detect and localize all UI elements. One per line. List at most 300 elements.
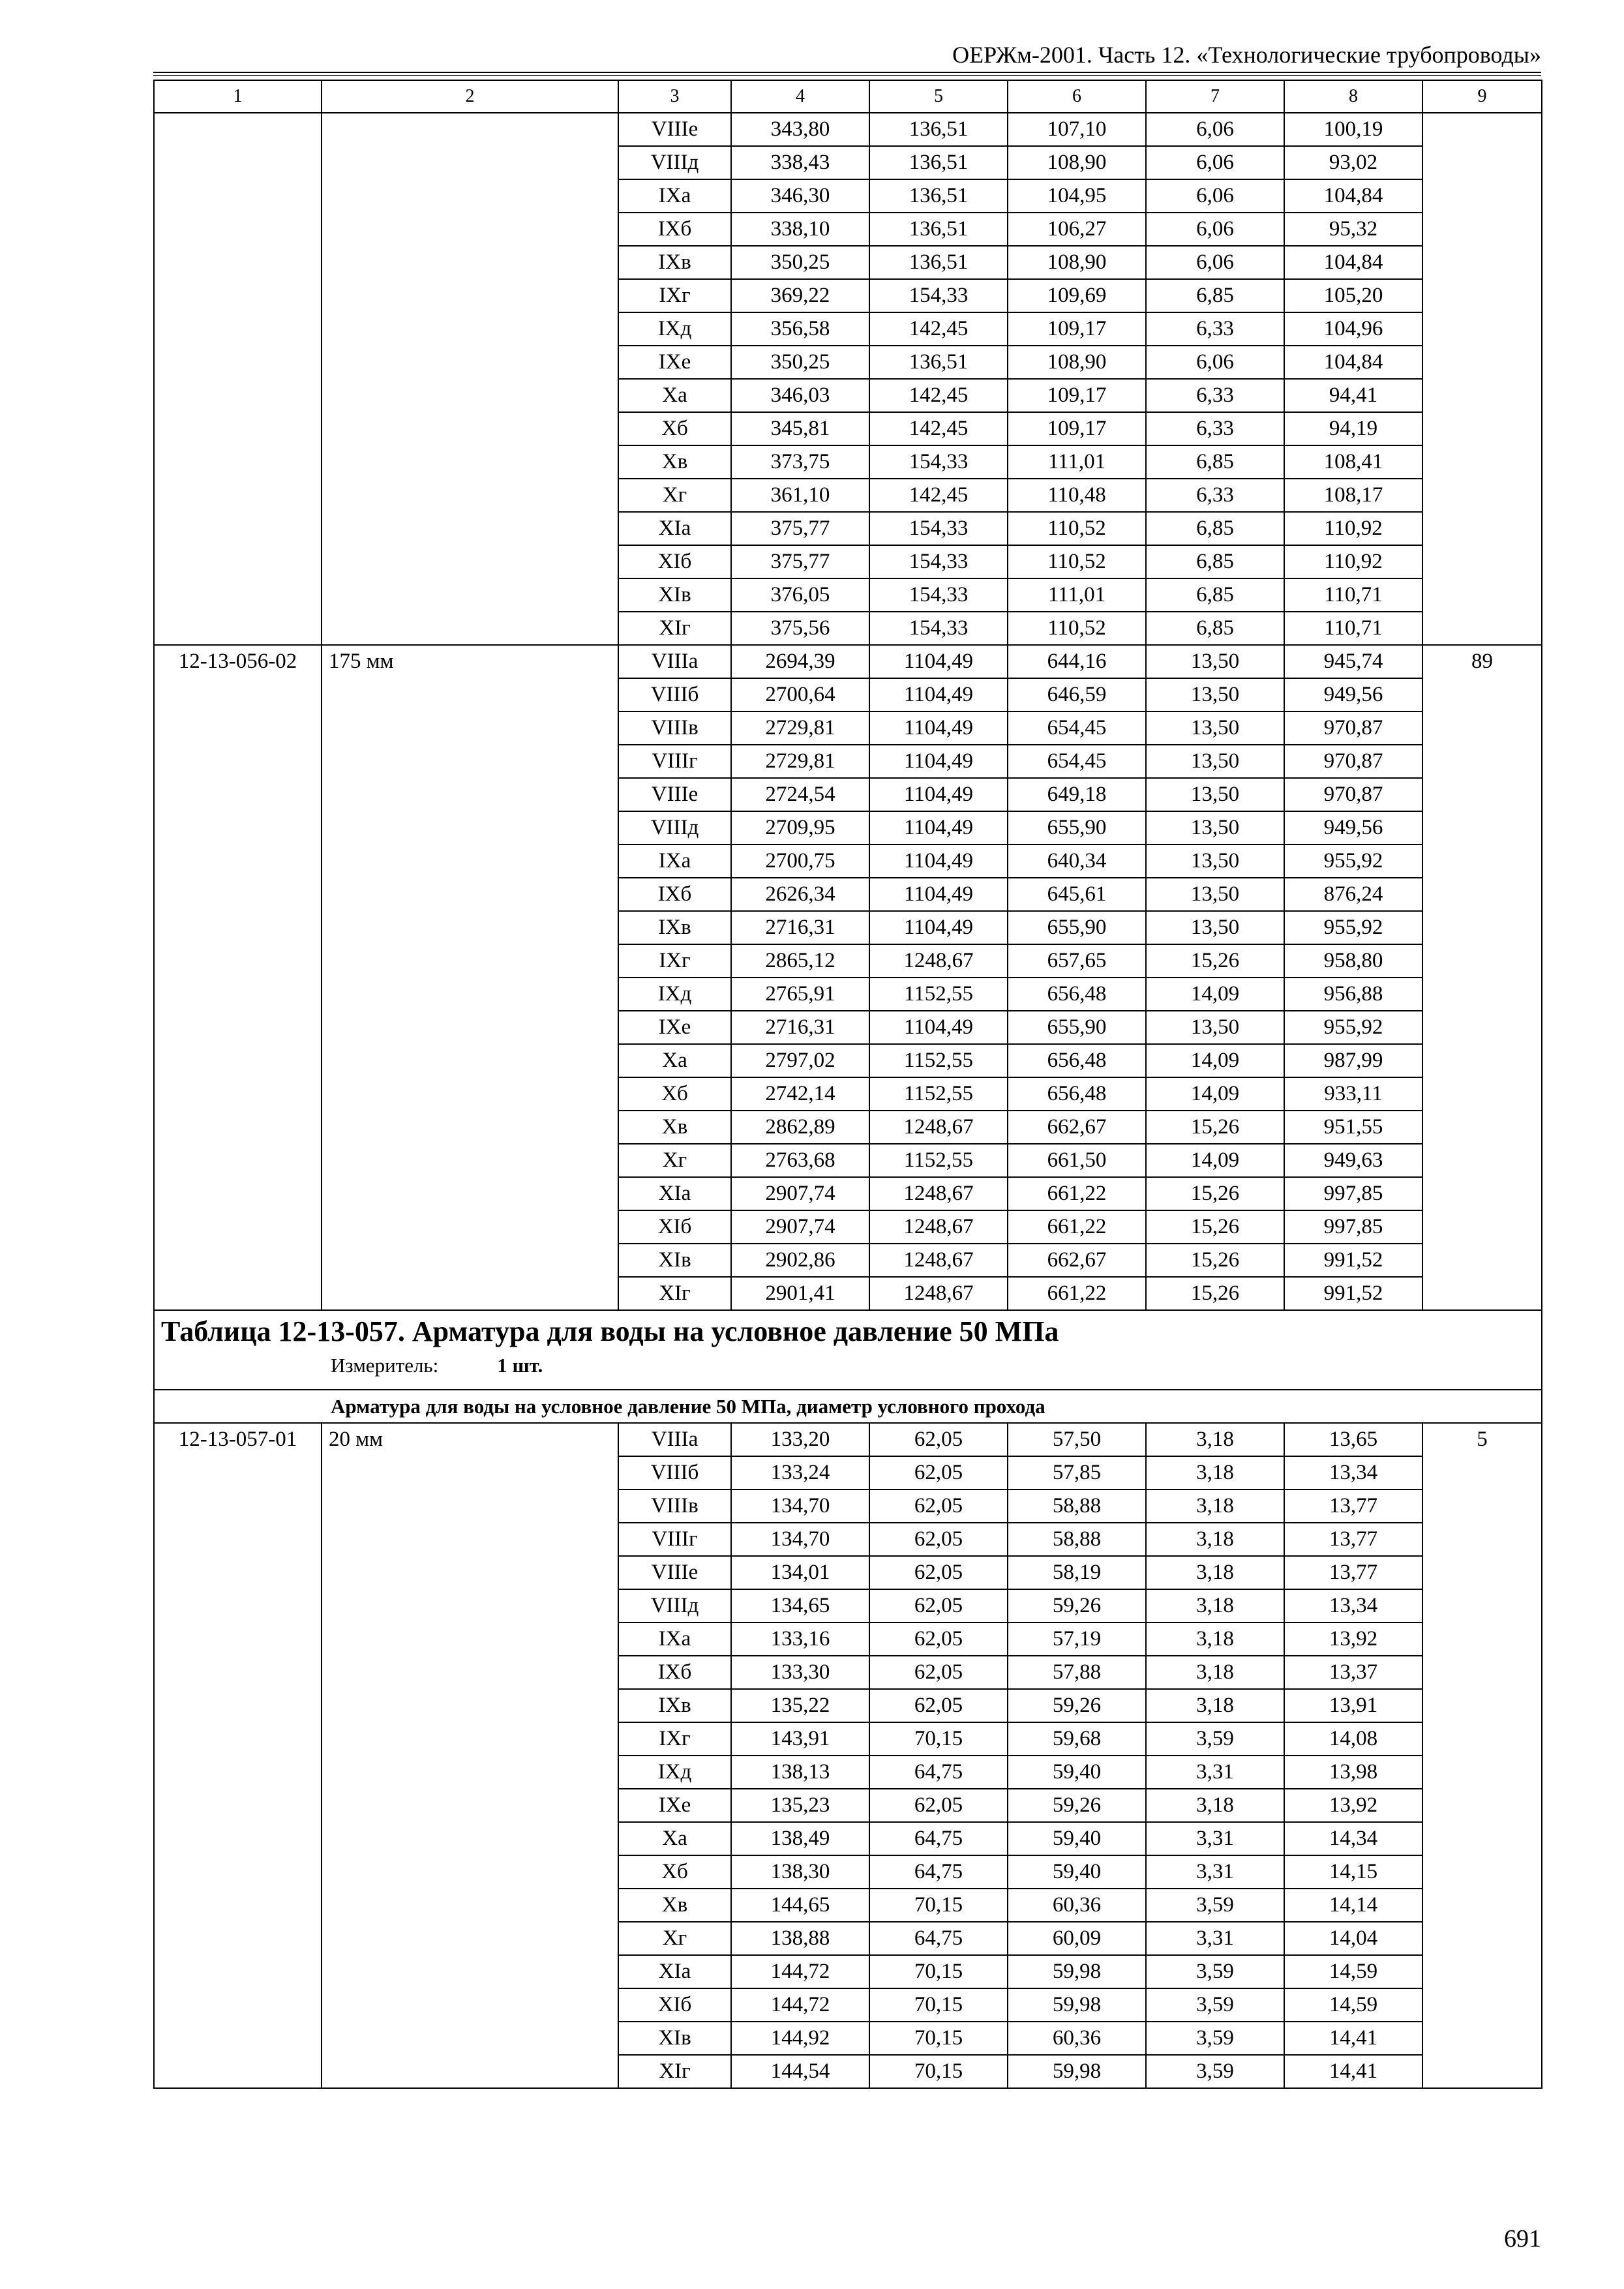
value-cell: 6,06 [1146, 246, 1284, 279]
running-header: ОЕРЖм-2001. Часть 12. «Технологические трубопроводы» [952, 42, 1541, 68]
value-cell: 15,26 [1146, 1277, 1284, 1310]
zone-cell: IXa [618, 1623, 731, 1656]
zone-cell: IXб [618, 213, 731, 246]
value-cell: 144,72 [731, 1988, 869, 2022]
value-cell: 646,59 [1008, 678, 1146, 711]
value-cell: 144,92 [731, 2022, 869, 2055]
value-cell: 62,05 [869, 1423, 1008, 1456]
value-cell: 13,50 [1146, 1011, 1284, 1044]
zone-cell: IXд [618, 978, 731, 1011]
value-cell: 59,26 [1008, 1789, 1146, 1822]
value-cell: 6,06 [1146, 346, 1284, 379]
value-cell: 369,22 [731, 279, 869, 312]
value-cell: 14,34 [1284, 1822, 1422, 1855]
value-cell: 108,90 [1008, 246, 1146, 279]
value-cell: 14,15 [1284, 1855, 1422, 1889]
value-cell: 655,90 [1008, 911, 1146, 944]
column-number: 6 [1008, 80, 1146, 113]
value-cell: 57,19 [1008, 1623, 1146, 1656]
value-cell: 62,05 [869, 1523, 1008, 1556]
value-cell: 13,50 [1146, 678, 1284, 711]
value-cell: 59,98 [1008, 2055, 1146, 2088]
value-cell: 2797,02 [731, 1044, 869, 1077]
column-number: 7 [1146, 80, 1284, 113]
value-cell: 13,34 [1284, 1589, 1422, 1623]
zone-cell: IXг [618, 279, 731, 312]
value-cell: 108,90 [1008, 146, 1146, 179]
value-cell: 111,01 [1008, 445, 1146, 479]
value-cell: 949,63 [1284, 1144, 1422, 1177]
value-cell: 144,65 [731, 1889, 869, 1922]
zone-cell: XIв [618, 578, 731, 612]
value-cell: 70,15 [869, 1722, 1008, 1756]
value-cell: 645,61 [1008, 878, 1146, 911]
value-cell: 1152,55 [869, 978, 1008, 1011]
value-cell: 14,14 [1284, 1889, 1422, 1922]
value-cell: 142,45 [869, 479, 1008, 512]
value-cell: 14,08 [1284, 1722, 1422, 1756]
value-cell: 60,36 [1008, 2022, 1146, 2055]
value-cell: 2709,95 [731, 811, 869, 845]
zone-cell: VIIIe [618, 113, 731, 146]
table-title-cell [154, 1310, 1542, 1390]
column-number: 8 [1284, 80, 1422, 113]
zone-cell: VIIIг [618, 1523, 731, 1556]
zone-cell: IXa [618, 179, 731, 213]
value-cell: 154,33 [869, 578, 1008, 612]
value-cell: 987,99 [1284, 1044, 1422, 1077]
value-cell: 13,50 [1146, 911, 1284, 944]
rate-code: 12-13-057-01 [154, 1423, 322, 2088]
value-cell: 3,18 [1146, 1623, 1284, 1656]
value-cell: 2716,31 [731, 1011, 869, 1044]
value-cell: 106,27 [1008, 213, 1146, 246]
value-cell: 138,13 [731, 1756, 869, 1789]
value-cell: 135,22 [731, 1689, 869, 1722]
value-cell: 1104,49 [869, 911, 1008, 944]
value-cell: 59,68 [1008, 1722, 1146, 1756]
zone-cell: XIв [618, 1244, 731, 1277]
value-cell: 2729,81 [731, 745, 869, 778]
value-cell: 111,01 [1008, 578, 1146, 612]
value-cell: 133,20 [731, 1423, 869, 1456]
value-cell: 2700,75 [731, 845, 869, 878]
rate-diameter [322, 113, 618, 645]
zone-cell: Xг [618, 1922, 731, 1955]
zone-cell: IXв [618, 1689, 731, 1722]
value-cell: 661,50 [1008, 1144, 1146, 1177]
value-cell: 656,48 [1008, 1077, 1146, 1111]
value-cell: 2907,74 [731, 1177, 869, 1210]
value-cell: 3,18 [1146, 1656, 1284, 1689]
value-cell: 2742,14 [731, 1077, 869, 1111]
section-heading: Арматура для воды на условное давление 50 МПа, диаметр условного прохода [154, 1390, 1542, 1423]
value-cell: 356,58 [731, 312, 869, 346]
value-cell: 2716,31 [731, 911, 869, 944]
value-cell: 3,18 [1146, 1456, 1284, 1489]
column-number-row [154, 80, 1542, 113]
value-cell: 136,51 [869, 179, 1008, 213]
value-cell: 134,65 [731, 1589, 869, 1623]
value-cell: 345,81 [731, 412, 869, 445]
value-cell: 104,96 [1284, 312, 1422, 346]
value-cell: 110,71 [1284, 612, 1422, 645]
value-cell: 62,05 [869, 1556, 1008, 1589]
value-cell: 136,51 [869, 146, 1008, 179]
value-cell: 58,88 [1008, 1523, 1146, 1556]
value-cell: 58,88 [1008, 1489, 1146, 1523]
zone-cell: VIIIa [618, 645, 731, 678]
unit-line [161, 1353, 1541, 1379]
value-cell: 6,33 [1146, 412, 1284, 445]
value-cell: 62,05 [869, 1689, 1008, 1722]
zone-cell: Xв [618, 1111, 731, 1144]
zone-cell: Xг [618, 479, 731, 512]
zone-cell: Xб [618, 1077, 731, 1111]
value-cell: 6,06 [1146, 146, 1284, 179]
value-cell: 59,98 [1008, 1955, 1146, 1988]
unit-label: Измеритель: [331, 1354, 439, 1377]
value-cell: 105,20 [1284, 279, 1422, 312]
value-cell: 1104,49 [869, 711, 1008, 745]
value-cell: 14,09 [1146, 1144, 1284, 1177]
value-cell: 109,69 [1008, 279, 1146, 312]
value-cell: 338,43 [731, 146, 869, 179]
value-cell: 14,59 [1284, 1955, 1422, 1988]
value-cell: 13,77 [1284, 1556, 1422, 1589]
value-cell: 6,85 [1146, 578, 1284, 612]
zone-cell: IXe [618, 1789, 731, 1822]
value-cell: 3,59 [1146, 1722, 1284, 1756]
table-row [154, 113, 1542, 146]
zone-cell: Xa [618, 1822, 731, 1855]
value-cell: 1152,55 [869, 1044, 1008, 1077]
value-cell: 1152,55 [869, 1077, 1008, 1111]
value-cell: 110,92 [1284, 512, 1422, 545]
value-cell: 13,50 [1146, 745, 1284, 778]
value-cell: 644,16 [1008, 645, 1146, 678]
value-cell: 997,85 [1284, 1210, 1422, 1244]
value-cell: 70,15 [869, 1889, 1008, 1922]
zone-cell: XIa [618, 1955, 731, 1988]
value-cell: 13,50 [1146, 878, 1284, 911]
value-cell: 110,52 [1008, 612, 1146, 645]
zone-cell: IXe [618, 346, 731, 379]
value-cell: 655,90 [1008, 1011, 1146, 1044]
value-cell: 59,26 [1008, 1689, 1146, 1722]
value-cell: 110,71 [1284, 578, 1422, 612]
value-cell: 338,10 [731, 213, 869, 246]
value-cell: 6,85 [1146, 545, 1284, 578]
value-cell: 656,48 [1008, 1044, 1146, 1077]
value-cell: 64,75 [869, 1756, 1008, 1789]
zone-cell: VIIIe [618, 1556, 731, 1589]
value-cell: 661,22 [1008, 1177, 1146, 1210]
value-cell: 133,16 [731, 1623, 869, 1656]
value-cell: 64,75 [869, 1922, 1008, 1955]
value-cell: 154,33 [869, 512, 1008, 545]
value-cell: 109,17 [1008, 379, 1146, 412]
value-cell: 13,34 [1284, 1456, 1422, 1489]
value-cell: 70,15 [869, 1955, 1008, 1988]
value-cell: 6,85 [1146, 445, 1284, 479]
value-cell: 662,67 [1008, 1244, 1146, 1277]
value-cell: 15,26 [1146, 1210, 1284, 1244]
zone-cell: VIIIв [618, 1489, 731, 1523]
value-cell: 661,22 [1008, 1277, 1146, 1310]
value-cell: 108,90 [1008, 346, 1146, 379]
value-cell: 3,18 [1146, 1789, 1284, 1822]
value-cell: 1104,49 [869, 811, 1008, 845]
value-cell: 70,15 [869, 2055, 1008, 2088]
column-number: 5 [869, 80, 1008, 113]
zone-cell: Xг [618, 1144, 731, 1177]
value-cell: 14,41 [1284, 2055, 1422, 2088]
value-cell: 64,75 [869, 1822, 1008, 1855]
value-cell: 64,75 [869, 1855, 1008, 1889]
value-cell: 3,31 [1146, 1855, 1284, 1889]
value-cell: 59,26 [1008, 1589, 1146, 1623]
value-cell: 350,25 [731, 246, 869, 279]
value-cell: 2763,68 [731, 1144, 869, 1177]
value-cell: 346,30 [731, 179, 869, 213]
value-cell: 70,15 [869, 1988, 1008, 2022]
zone-cell: XIa [618, 1177, 731, 1210]
zone-cell: IXд [618, 1756, 731, 1789]
value-cell: 70,15 [869, 2022, 1008, 2055]
value-cell: 662,67 [1008, 1111, 1146, 1144]
value-cell: 655,90 [1008, 811, 1146, 845]
column-number: 9 [1422, 80, 1542, 113]
value-cell: 62,05 [869, 1489, 1008, 1523]
zone-cell: IXг [618, 944, 731, 978]
value-cell: 6,06 [1146, 113, 1284, 146]
zone-cell: IXa [618, 845, 731, 878]
table-title: Таблица 12-13-057. Арматура для воды на условное давление 50 МПа [161, 1315, 1059, 1347]
value-cell: 104,95 [1008, 179, 1146, 213]
value-cell: 656,48 [1008, 978, 1146, 1011]
value-cell: 14,59 [1284, 1988, 1422, 2022]
value-cell: 346,03 [731, 379, 869, 412]
value-cell: 375,56 [731, 612, 869, 645]
value-cell: 1104,49 [869, 1011, 1008, 1044]
value-cell: 1248,67 [869, 1210, 1008, 1244]
value-cell: 142,45 [869, 312, 1008, 346]
rate-code [154, 113, 322, 645]
value-cell: 134,70 [731, 1489, 869, 1523]
zone-cell: IXб [618, 878, 731, 911]
column-number: 2 [322, 80, 618, 113]
value-cell: 62,05 [869, 1623, 1008, 1656]
value-cell: 6,85 [1146, 612, 1284, 645]
value-cell: 108,41 [1284, 445, 1422, 479]
page-number: 691 [1504, 2225, 1541, 2252]
value-cell: 654,45 [1008, 745, 1146, 778]
value-cell: 2907,74 [731, 1210, 869, 1244]
value-cell: 60,09 [1008, 1922, 1146, 1955]
value-cell: 6,33 [1146, 379, 1284, 412]
value-cell: 107,10 [1008, 113, 1146, 146]
value-cell: 3,59 [1146, 1988, 1284, 2022]
value-cell: 3,59 [1146, 1955, 1284, 1988]
value-cell: 3,59 [1146, 1889, 1284, 1922]
zone-cell: VIIIд [618, 1589, 731, 1623]
value-cell: 1104,49 [869, 778, 1008, 811]
value-cell: 13,77 [1284, 1489, 1422, 1523]
value-cell: 3,18 [1146, 1489, 1284, 1523]
value-cell: 138,88 [731, 1922, 869, 1955]
value-cell: 361,10 [731, 479, 869, 512]
value-cell: 970,87 [1284, 745, 1422, 778]
zone-cell: XIв [618, 2022, 731, 2055]
value-cell: 15,26 [1146, 1111, 1284, 1144]
value-cell: 949,56 [1284, 678, 1422, 711]
zone-cell: VIIIд [618, 146, 731, 179]
zone-cell: VIIIб [618, 1456, 731, 1489]
zone-cell: XIг [618, 2055, 731, 2088]
value-cell: 991,52 [1284, 1244, 1422, 1277]
unit-value: 1 шт. [497, 1354, 543, 1377]
value-cell: 109,17 [1008, 312, 1146, 346]
value-cell: 3,18 [1146, 1523, 1284, 1556]
value-cell: 57,50 [1008, 1423, 1146, 1456]
value-cell: 876,24 [1284, 878, 1422, 911]
value-cell: 2865,12 [731, 944, 869, 978]
zone-cell: VIIIг [618, 745, 731, 778]
value-cell: 14,09 [1146, 1077, 1284, 1111]
column-9-cell: 5 [1422, 1423, 1542, 2088]
rate-code: 12-13-056-02 [154, 645, 322, 1310]
value-cell: 640,34 [1008, 845, 1146, 878]
value-cell: 13,91 [1284, 1689, 1422, 1722]
value-cell: 1248,67 [869, 944, 1008, 978]
value-cell: 6,06 [1146, 179, 1284, 213]
value-cell: 949,56 [1284, 811, 1422, 845]
value-cell: 154,33 [869, 612, 1008, 645]
rate-diameter: 175 мм [322, 645, 618, 1310]
value-cell: 376,05 [731, 578, 869, 612]
value-cell: 970,87 [1284, 711, 1422, 745]
column-number: 4 [731, 80, 869, 113]
value-cell: 654,45 [1008, 711, 1146, 745]
value-cell: 138,30 [731, 1855, 869, 1889]
zone-cell: XIг [618, 1277, 731, 1310]
zone-cell: VIIIд [618, 811, 731, 845]
column-number: 1 [154, 80, 322, 113]
zone-cell: XIa [618, 512, 731, 545]
value-cell: 13,50 [1146, 778, 1284, 811]
zone-cell: VIIIa [618, 1423, 731, 1456]
value-cell: 951,55 [1284, 1111, 1422, 1144]
value-cell: 134,70 [731, 1523, 869, 1556]
value-cell: 110,92 [1284, 545, 1422, 578]
zone-cell: Xб [618, 412, 731, 445]
value-cell: 100,19 [1284, 113, 1422, 146]
table-row [154, 645, 1542, 678]
value-cell: 136,51 [869, 213, 1008, 246]
value-cell: 108,17 [1284, 479, 1422, 512]
value-cell: 136,51 [869, 346, 1008, 379]
value-cell: 104,84 [1284, 246, 1422, 279]
value-cell: 373,75 [731, 445, 869, 479]
value-cell: 3,31 [1146, 1822, 1284, 1855]
value-cell: 3,18 [1146, 1589, 1284, 1623]
zone-cell: Xб [618, 1855, 731, 1889]
value-cell: 135,23 [731, 1789, 869, 1822]
zone-cell: VIIIб [618, 678, 731, 711]
value-cell: 955,92 [1284, 911, 1422, 944]
value-cell: 13,37 [1284, 1656, 1422, 1689]
column-number: 3 [618, 80, 731, 113]
value-cell: 93,02 [1284, 146, 1422, 179]
value-cell: 13,50 [1146, 845, 1284, 878]
value-cell: 58,19 [1008, 1556, 1146, 1589]
value-cell: 133,24 [731, 1456, 869, 1489]
value-cell: 2694,39 [731, 645, 869, 678]
zone-cell: IXв [618, 246, 731, 279]
value-cell: 661,22 [1008, 1210, 1146, 1244]
value-cell: 2901,41 [731, 1277, 869, 1310]
value-cell: 104,84 [1284, 346, 1422, 379]
value-cell: 60,36 [1008, 1889, 1146, 1922]
value-cell: 1104,49 [869, 678, 1008, 711]
value-cell: 14,09 [1146, 978, 1284, 1011]
value-cell: 3,59 [1146, 2055, 1284, 2088]
value-cell: 59,40 [1008, 1756, 1146, 1789]
value-cell: 2765,91 [731, 978, 869, 1011]
value-cell: 2724,54 [731, 778, 869, 811]
value-cell: 59,40 [1008, 1822, 1146, 1855]
value-cell: 13,65 [1284, 1423, 1422, 1456]
value-cell: 3,31 [1146, 1756, 1284, 1789]
value-cell: 933,11 [1284, 1077, 1422, 1111]
value-cell: 95,32 [1284, 213, 1422, 246]
value-cell: 15,26 [1146, 1244, 1284, 1277]
value-cell: 970,87 [1284, 778, 1422, 811]
zone-cell: VIIIe [618, 778, 731, 811]
value-cell: 14,09 [1146, 1044, 1284, 1077]
value-cell: 154,33 [869, 445, 1008, 479]
value-cell: 1248,67 [869, 1277, 1008, 1310]
value-cell: 13,92 [1284, 1623, 1422, 1656]
value-cell: 110,48 [1008, 479, 1146, 512]
value-cell: 2700,64 [731, 678, 869, 711]
value-cell: 1104,49 [869, 878, 1008, 911]
value-cell: 110,52 [1008, 545, 1146, 578]
value-cell: 1104,49 [869, 845, 1008, 878]
value-cell: 3,18 [1146, 1689, 1284, 1722]
value-cell: 997,85 [1284, 1177, 1422, 1210]
zone-cell: Xв [618, 445, 731, 479]
zone-cell: VIIIв [618, 711, 731, 745]
zone-cell: Xa [618, 1044, 731, 1077]
value-cell: 2626,34 [731, 878, 869, 911]
value-cell: 991,52 [1284, 1277, 1422, 1310]
value-cell: 375,77 [731, 512, 869, 545]
value-cell: 3,18 [1146, 1556, 1284, 1589]
zone-cell: Xa [618, 379, 731, 412]
value-cell: 15,26 [1146, 1177, 1284, 1210]
value-cell: 136,51 [869, 113, 1008, 146]
value-cell: 1248,67 [869, 1244, 1008, 1277]
value-cell: 134,01 [731, 1556, 869, 1589]
value-cell: 14,04 [1284, 1922, 1422, 1955]
value-cell: 13,77 [1284, 1523, 1422, 1556]
value-cell: 1248,67 [869, 1177, 1008, 1210]
value-cell: 154,33 [869, 545, 1008, 578]
zone-cell: XIб [618, 545, 731, 578]
rates-table [153, 80, 1542, 2089]
